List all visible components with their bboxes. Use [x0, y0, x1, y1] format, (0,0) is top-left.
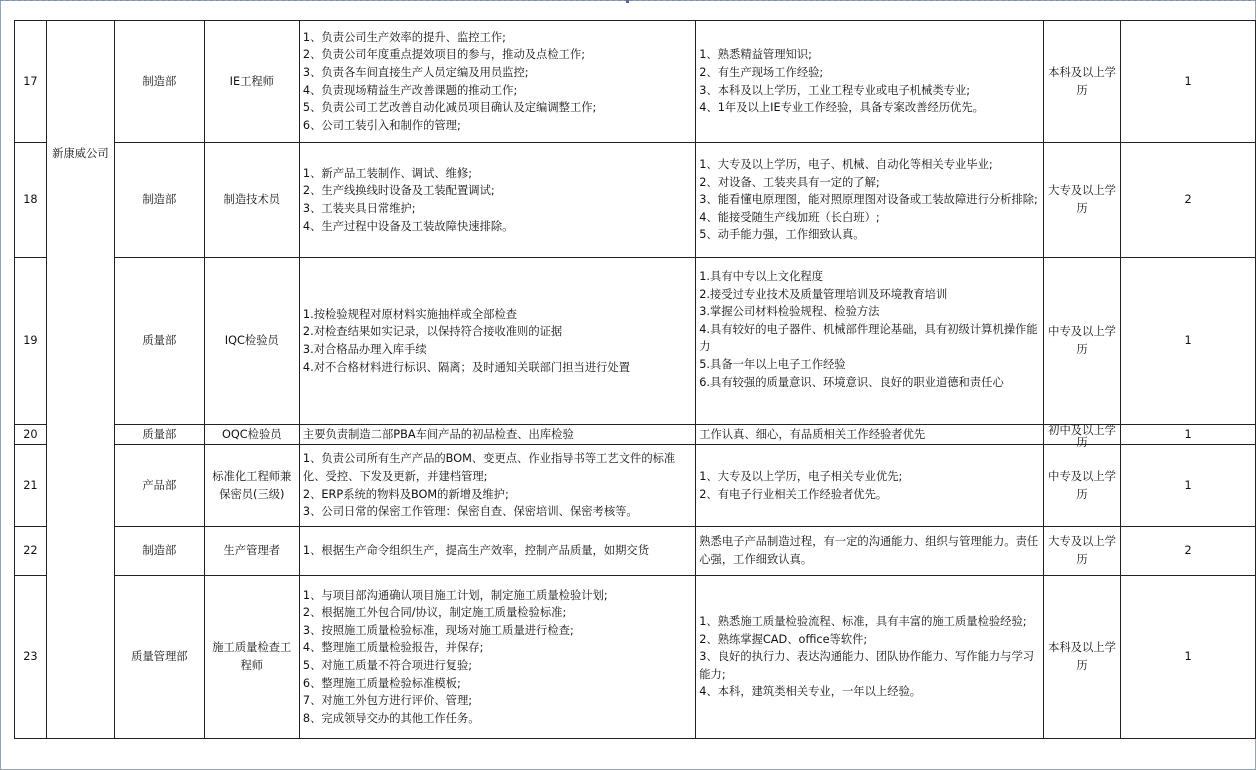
requirement-line: 1、大专及以上学历，电子相关专业优先;: [699, 469, 903, 483]
requirement-line: 1、大专及以上学历，电子、机械、自动化等相关专业毕业;: [699, 158, 993, 172]
duty-line: 3、负责各车间直接生产人员定编及用员监控;: [302, 65, 529, 79]
duty-line: 4、整理施工质量检验报告，并保存;: [302, 641, 484, 655]
duties-cell: [299, 21, 695, 143]
duty-line: 4.对不合格材料进行标识、隔离；及时通知关联部门担当进行处置: [302, 360, 631, 374]
education-text: 初中及以上学历: [1048, 424, 1116, 449]
requirement-line: 2、熟练掌握CAD、office等软件;: [699, 632, 868, 646]
position-cell: 制造技术员: [204, 143, 299, 258]
duties-cell: [299, 258, 695, 425]
row-number: 22: [15, 527, 47, 576]
education-cell: 大专及以上学历: [1043, 143, 1120, 258]
duty-line: 3、公司日常的保密工作管理：保密自查、保密培训、保密考核等。: [302, 505, 638, 519]
table-row: [15, 258, 1256, 425]
row-number: 20: [15, 425, 47, 445]
duties-cell: [299, 576, 695, 739]
position-cell: IQC检验员: [204, 258, 299, 425]
requirement-line: 5.具备一年以上电子工作经验: [699, 357, 846, 371]
table-row: [15, 143, 1256, 258]
requirement-line: 4、本科，建筑类相关专业，一年以上经验。: [699, 685, 922, 699]
requirement-line: 2、有电子行业相关工作经验者优先。: [699, 487, 888, 501]
headcount-cell: 1: [1121, 425, 1256, 445]
table-row: [15, 527, 1256, 576]
recruitment-table: [14, 20, 1256, 739]
duty-line: 1.按检验规程对原材料实施抽样或全部检查: [302, 307, 518, 321]
table-row: [15, 445, 1256, 527]
duty-line: 7、对施工外包方进行评价、管理;: [302, 694, 473, 708]
duty-line: 6、公司工装引入和制作的管理;: [302, 118, 461, 132]
requirements-cell: [696, 425, 1044, 445]
duty-line: 6、整理施工质量检验标准模板;: [302, 676, 461, 690]
duty-line: 1、负责公司所有生产产品的BOM、变更点、作业指导书等工艺文件的标准化、受控、下发及更新，并建档管理;: [302, 452, 676, 483]
education-cell: 中专及以上学历: [1043, 445, 1120, 527]
requirement-line: 熟悉电子产品制造过程，有一定的沟通能力、组织与管理能力。责任心强，工作细致认真。: [699, 535, 1039, 566]
duties-cell: [299, 445, 695, 527]
requirements-cell: [696, 576, 1044, 739]
duties-cell: [299, 425, 695, 445]
duty-line: 4、生产过程中设备及工装故障快速排除。: [302, 219, 514, 233]
requirements-cell: [696, 258, 1044, 425]
requirement-line: 4、1年及以上IE专业工作经验，具备专案改善经历优先。: [699, 101, 984, 115]
position-cell: 标准化工程师兼保密员(三级): [204, 445, 299, 527]
headcount-cell: 1: [1121, 445, 1256, 527]
table-row: [15, 576, 1256, 739]
department-cell: 质量部: [114, 258, 204, 425]
requirement-line: 3、良好的执行力、表达沟通能力、团队协作能力、写作能力与学习能力;: [699, 650, 1035, 681]
duty-line: 1、负责公司生产效率的提升、监控工作;: [302, 30, 506, 44]
department-cell: 制造部: [114, 527, 204, 576]
duty-line: 2.对检查结果如实记录，以保持符合接收准则的证据: [302, 325, 563, 339]
requirement-line: 4、能接受随生产线加班（长白班）;: [699, 210, 880, 224]
position-cell: IE工程师: [204, 21, 299, 143]
duty-line: 2、负责公司年度重点提效项目的参与，推动及点检工作;: [302, 48, 586, 62]
table-row: [15, 425, 1256, 445]
duty-line: 5、负责公司工艺改善自动化减员项目确认及定编调整工作;: [302, 101, 597, 115]
duty-line: 8、完成领导交办的其他工作任务。: [302, 711, 480, 725]
duty-line: 3.对合格品办理入库手续: [302, 343, 427, 356]
headcount-cell: 1: [1121, 21, 1256, 143]
duty-line: 主要负责制造二部PBA车间产品的初品检查、出库检验: [302, 427, 574, 441]
requirement-line: 4.具有较好的电子器件、机械部件理论基础，具有初级计算机操作能力: [699, 322, 1038, 354]
requirement-line: 2、对设备、工装夹具有一定的了解;: [699, 175, 880, 189]
duties-cell: [299, 527, 695, 576]
education-cell: [1043, 424, 1120, 449]
duty-line: 4、负责现场精益生产改善课题的推动工作;: [302, 83, 518, 97]
headcount-cell: 1: [1121, 258, 1256, 425]
position-cell: 施工质量检查工程师: [204, 576, 299, 739]
duty-line: 2、生产线换线时设备及工装配置调试;: [302, 184, 495, 198]
requirements-cell: [696, 143, 1044, 258]
row-number: 19: [15, 258, 47, 425]
row-number: 23: [15, 576, 47, 739]
position-cell: 生产管理者: [204, 527, 299, 576]
department-cell: 制造部: [114, 21, 204, 143]
requirement-line: 1、熟悉施工质量检验流程、标准，具有丰富的施工质量检验经验;: [699, 615, 1027, 629]
duties-cell: [299, 143, 695, 258]
position-cell: OQC检验员: [204, 425, 299, 445]
duty-line: 2、根据施工外包合同/协议，制定施工质量检验标准;: [302, 606, 567, 620]
department-cell: 质量部: [114, 425, 204, 445]
requirement-line: 5、动手能力强，工作细致认真。: [699, 228, 865, 242]
requirement-line: 3、能看懂电原理图，能对照原理图对设备或工装故障进行分析排除;: [699, 193, 1038, 207]
row-number: 18: [15, 143, 47, 258]
requirements-cell: [696, 527, 1044, 576]
department-cell: 制造部: [114, 143, 204, 258]
headcount-cell: 2: [1121, 143, 1256, 258]
requirement-line: 3.掌握公司材料检验规程、检验方法: [699, 305, 880, 319]
requirements-cell: [696, 445, 1044, 527]
row-number: 21: [15, 445, 47, 527]
company-cell: 新康威公司: [46, 21, 114, 739]
duty-line: 3、按照施工质量检验标准，现场对施工质量进行检查;: [302, 623, 574, 637]
duty-line: 5、对施工质量不符合项进行复验;: [302, 659, 473, 672]
table-row: [15, 21, 1256, 143]
requirement-line: 2.接受过专业技术及质量管理培训及环境教育培训: [699, 287, 948, 301]
requirement-line: 工作认真、细心，有品质相关工作经验者优先: [699, 427, 926, 441]
requirement-line: 1、熟悉精益管理知识;: [699, 48, 812, 62]
education-cell: 本科及以上学历: [1043, 576, 1120, 739]
requirements-cell: [696, 21, 1044, 143]
education-cell: 中专及以上学历: [1043, 258, 1120, 425]
requirement-line: 3、本科及以上学历，工业工程专业或电子机械类专业;: [699, 83, 971, 97]
requirement-line: 1.具有中专以上文化程度: [699, 270, 823, 283]
headcount-cell: 2: [1121, 527, 1256, 576]
department-cell: 产品部: [114, 445, 204, 527]
duty-line: 1、与项目部沟通确认项目施工计划，制定施工质量检验计划;: [302, 588, 608, 602]
duty-line: 2、ERP系统的物料及BOM的新增及维护;: [302, 487, 509, 501]
headcount-cell: 1: [1121, 576, 1256, 739]
duty-line: 1、新产品工装制作、调试、维修;: [302, 166, 473, 180]
duty-line: 3、工装夹具日常维护;: [302, 202, 416, 215]
education-cell: 本科及以上学历: [1043, 21, 1120, 143]
row-number: 17: [15, 21, 47, 143]
duty-line: 1、根据生产命令组织生产，提高生产效率，控制产品质量，如期交货: [302, 544, 650, 558]
education-cell: 大专及以上学历: [1043, 527, 1120, 576]
resize-handle[interactable]: [626, 0, 629, 3]
requirement-line: 2、有生产现场工作经验;: [699, 65, 824, 79]
requirement-line: 6.具有较强的质量意识、环境意识、良好的职业道德和责任心: [699, 375, 1004, 389]
department-cell: 质量管理部: [114, 576, 204, 739]
